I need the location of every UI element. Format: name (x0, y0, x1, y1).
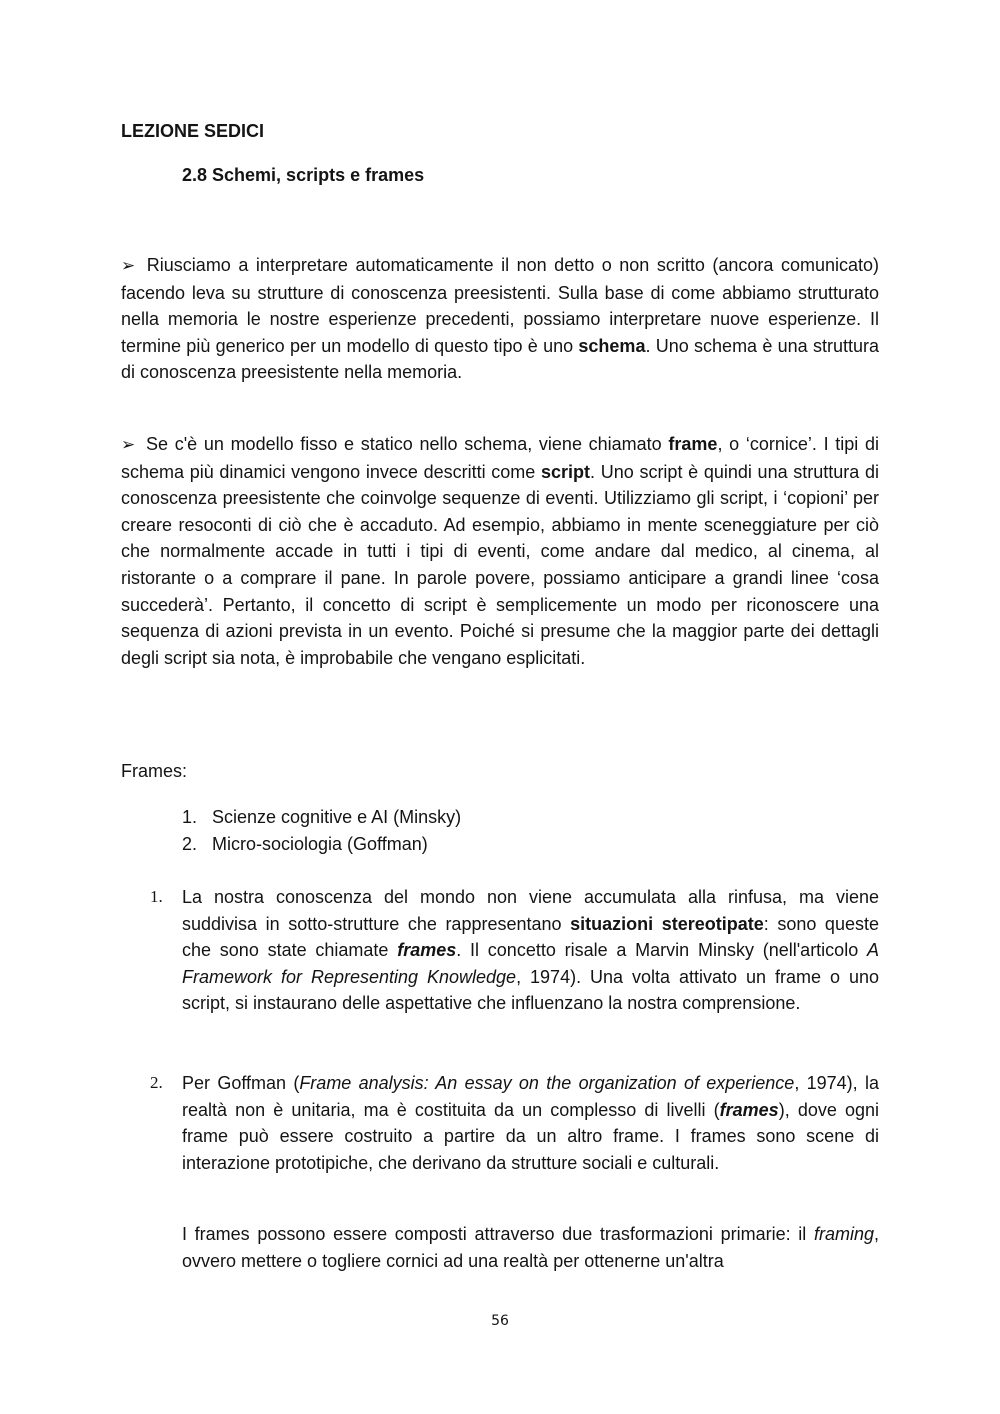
list-number: 1. (182, 807, 198, 827)
lesson-title: LEZIONE SEDICI (121, 121, 265, 141)
article-title: A Framework for Representing Knowledge (182, 940, 879, 987)
paragraph-schema (121, 252, 879, 386)
frames-label: Frames: (121, 761, 188, 781)
item-text-part: ), dove ogni frame può essere costruito a partire da un altro frame. I frames sono scene di interazione prototipiche, che derivano da strutture sociali e culturali. (182, 1099, 879, 1173)
item-text-part: , 1974), la realtà non è unitaria, ma è costituita da un complesso di livelli ( (182, 1073, 879, 1120)
term-frame: frame (668, 434, 718, 454)
book-title: Frame analysis: An essay on the organization of experience (299, 1073, 795, 1093)
numbered-item-minsky (150, 884, 879, 1017)
term-script: script (541, 461, 591, 482)
term-frames: frames (397, 940, 457, 961)
item-text-part: La nostra conoscenza del mondo non viene accumulata alla rinfusa, ma viene suddivisa in sotto-strutture che rappresentano (182, 887, 879, 934)
item-text (182, 884, 879, 1017)
arrow-bullet-icon: ➢ (121, 256, 136, 275)
frames-list (182, 804, 461, 858)
item-text-part: Per Goffman ( (182, 1073, 300, 1093)
list-item (182, 804, 461, 831)
item-number: 2. (150, 1073, 163, 1092)
list-item (182, 831, 461, 858)
paragraph-frame-script (121, 431, 879, 671)
numbered-item-goffman (150, 1070, 879, 1176)
paragraph-text: Se c'è un modello fisso e statico nello schema, viene chiamato (145, 434, 669, 454)
list-number: 2. (182, 834, 198, 854)
paragraph-transformations (182, 1221, 879, 1274)
item-text-part: . Il concetto risale a Marvin Minsky (nell'articolo (456, 940, 867, 961)
item-number: 1. (150, 887, 163, 906)
paragraph-text: , ovvero mettere o togliere cornici ad una realtà per ottenerne un'altra (182, 1224, 879, 1271)
paragraph-text: . Uno schema è una struttura di conoscenza preesistente nella memoria. (121, 335, 879, 383)
item-text-part: , 1974). Una volta attivato un frame o uno script, si instaurano delle aspettative che influenzano la nostra comprensione. (182, 966, 879, 1014)
list-item-text: Micro-sociologia (Goffman) (212, 834, 428, 854)
paragraph-text: , o ‘cornice’. I tipi di schema più dinamici vengono invece descritti come (121, 434, 880, 482)
item-text (182, 1070, 879, 1176)
arrow-bullet-icon: ➢ (121, 435, 136, 454)
term-schema: schema (578, 335, 646, 356)
page-number: 56 (491, 1313, 509, 1329)
term-framing: framing (813, 1224, 874, 1244)
item-text-part: : sono queste che sono state chiamate (182, 913, 879, 961)
paragraph-text: . Uno script è quindi una struttura di conoscenza preesistente che coinvolge sequenze di eventi. Utilizziamo gli script, i ‘copioni’ per creare resoconti di ciò che è accaduto. Ad esempio, abbiamo in mente sceneggiature per ciò che normalmente accade in tutti i tipi di eventi, come andare dal medico, al cinema, al ristorante o a comprare il pane. In parole povere, possiamo anticipare a grandi linee ‘cosa succederà’. Pertanto, il concetto di script è semplicemente un modo per riconoscere una sequenza di azioni prevista in un evento. Poiché si presume che la maggior parte dei dettagli degli script sia nota, è improbabile che vengano esplicitati. (121, 461, 879, 668)
paragraph-text: I frames possono essere composti attraverso due trasformazioni primarie: il (182, 1224, 814, 1244)
section-title: 2.8 Schemi, scripts e frames (182, 165, 425, 185)
term-frames: frames (719, 1099, 779, 1120)
term-situazioni-stereotipate: situazioni stereotipate (570, 913, 764, 934)
list-item-text: Scienze cognitive e AI (Minsky) (212, 807, 462, 827)
paragraph-text: Riusciamo a interpretare automaticamente il non detto o non scritto (ancora comunicato) facendo leva su strutture di conoscenza preesistenti. Sulla base di come abbiamo strutturato nella memoria le nostre esperienze precedenti, possiamo interpretare nuove esperienze. Il termine più generico per un modello di questo tipo è uno (121, 255, 879, 356)
